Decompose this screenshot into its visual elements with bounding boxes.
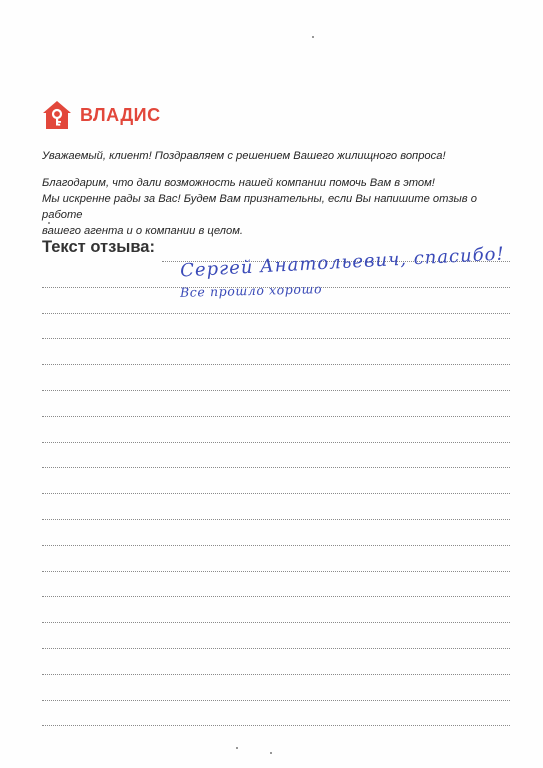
writing-line <box>42 725 510 726</box>
paper-speck <box>312 36 314 38</box>
paper-speck <box>270 752 272 754</box>
thanks-line-1: Благодарим, что дали возможность нашей компании помочь Вам в этом! <box>42 177 435 189</box>
writing-line <box>42 442 510 443</box>
writing-line <box>42 700 510 701</box>
paper-speck <box>48 222 50 224</box>
thanks-line-3: вашего агента и о компании в целом. <box>42 225 243 237</box>
writing-line <box>42 364 510 365</box>
handwritten-review-line-1: Сергей Анатольевич, спасибо! <box>179 243 506 282</box>
writing-line <box>42 596 510 597</box>
writing-line <box>42 519 510 520</box>
writing-line <box>42 571 510 572</box>
writing-line <box>42 493 510 494</box>
review-writing-lines <box>42 0 510 768</box>
paper-speck <box>236 747 238 749</box>
writing-line <box>42 674 510 675</box>
writing-line <box>42 545 510 546</box>
brand-name: ВЛАДИС <box>80 104 161 125</box>
writing-line <box>42 338 510 339</box>
thanks-line-2: Мы искренне рады за Вас! Будем Вам признательны, если Вы напишите отзыв о работе <box>42 193 477 221</box>
writing-line <box>42 416 510 417</box>
writing-line <box>42 313 510 314</box>
writing-line <box>42 467 510 468</box>
handwritten-review-line-2: Все прошло хорошо <box>179 281 323 300</box>
writing-line <box>42 390 510 391</box>
writing-line <box>42 648 510 649</box>
writing-line <box>42 622 510 623</box>
review-label: Текст отзыва: <box>42 238 155 256</box>
greeting-text: Уважаемый, клиент! Поздравляем с решением Вашего жилищного вопроса! <box>42 150 446 162</box>
